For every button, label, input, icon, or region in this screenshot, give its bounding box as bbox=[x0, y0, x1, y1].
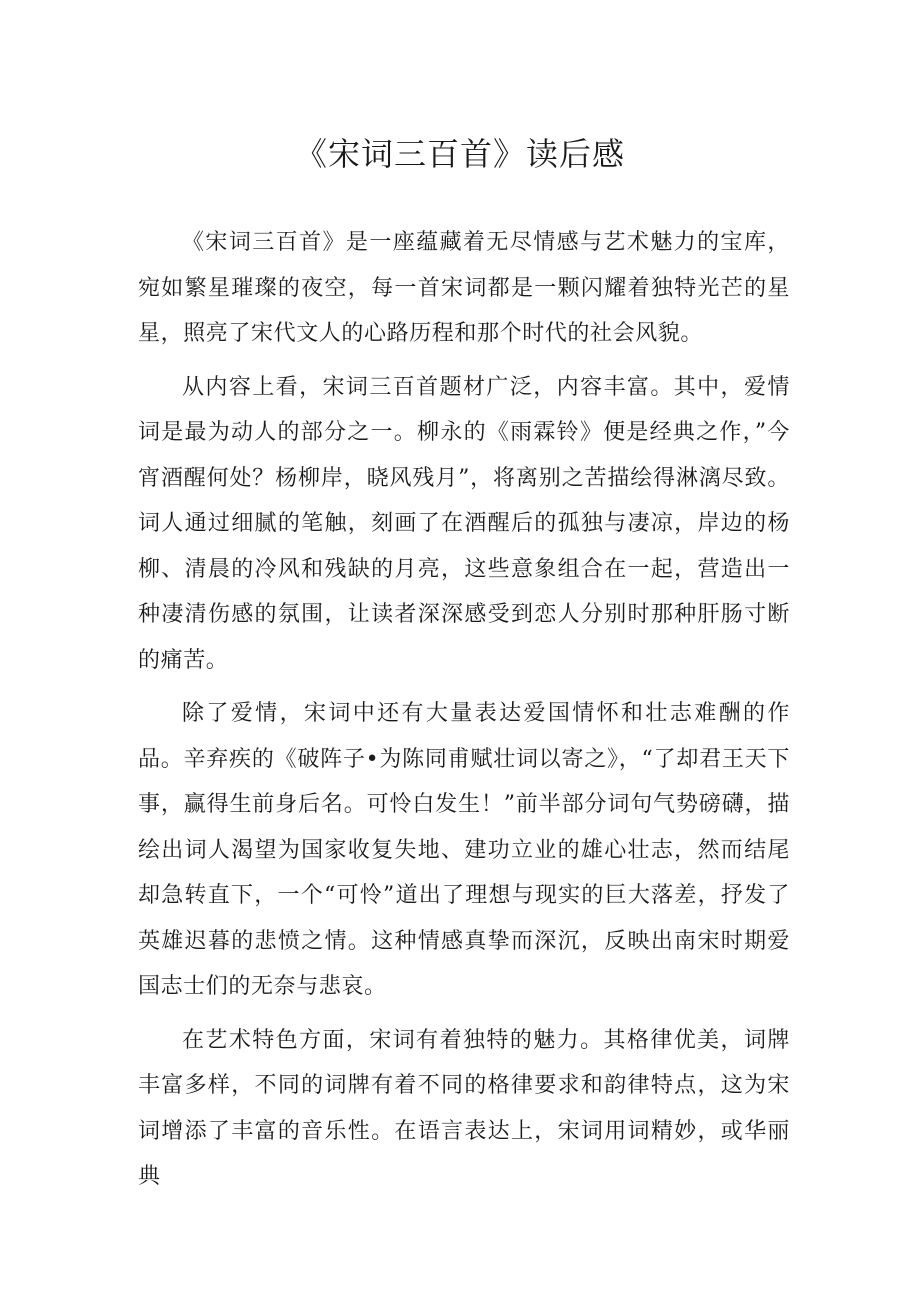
document-title: 《宋词三百首》读后感 bbox=[294, 135, 625, 173]
paragraph-3: 除了爱情，宋词中还有大量表达爱国情怀和壮志难酬的作品。辛弃疾的《破阵子•为陈同甫赋壮词以寄之》，“了却君王天下事，赢得生前身后名。可怜白发生！”前半部分词句气势磅礴，描绘出词人渴望为国家收复失地、建功立业的雄心壮志，然而结尾却急转直下，一个“可怜”道出了理想与现实的巨大落差，抒发了英雄迟暮的悲愤之情。这种情感真挚而深沉，反映出南宋时期爱国志士们的无奈与悲哀。 bbox=[138, 701, 790, 999]
paragraph-4: 在艺术特色方面，宋词有着独特的魅力。其格律优美，词牌丰富多样，不同的词牌有着不同的格律要求和韵律特点，这为宋词增添了丰富的音乐性。在语言表达上，宋词用词精妙，或华丽典 bbox=[138, 1027, 790, 1189]
paragraph-2: 从内容上看，宋词三百首题材广泛，内容丰富。其中，爱情词是最为动人的部分之一。柳永的《雨霖铃》便是经典之作，”今宵酒醒何处？杨柳岸，晓风残月”，将离别之苦描绘得淋漓尽致。词人通过细腻的笔触，刻画了在酒醒后的孤独与凄凉，岸边的杨柳、清晨的冷风和残缺的月亮，这些意象组合在一起，营造出一种凄清伤感的氛围，让读者深深感受到恋人分别时那种肝肠寸断的痛苦。 bbox=[138, 374, 790, 673]
paragraph-1: 《宋词三百首》是一座蕴藏着无尽情感与艺术魅力的宝库，宛如繁星璀璨的夜空，每一首宋词都是一颗闪耀着独特光芒的星星，照亮了宋代文人的心路历程和那个时代的社会风貌。 bbox=[138, 230, 790, 346]
document-body bbox=[138, 220, 790, 1208]
